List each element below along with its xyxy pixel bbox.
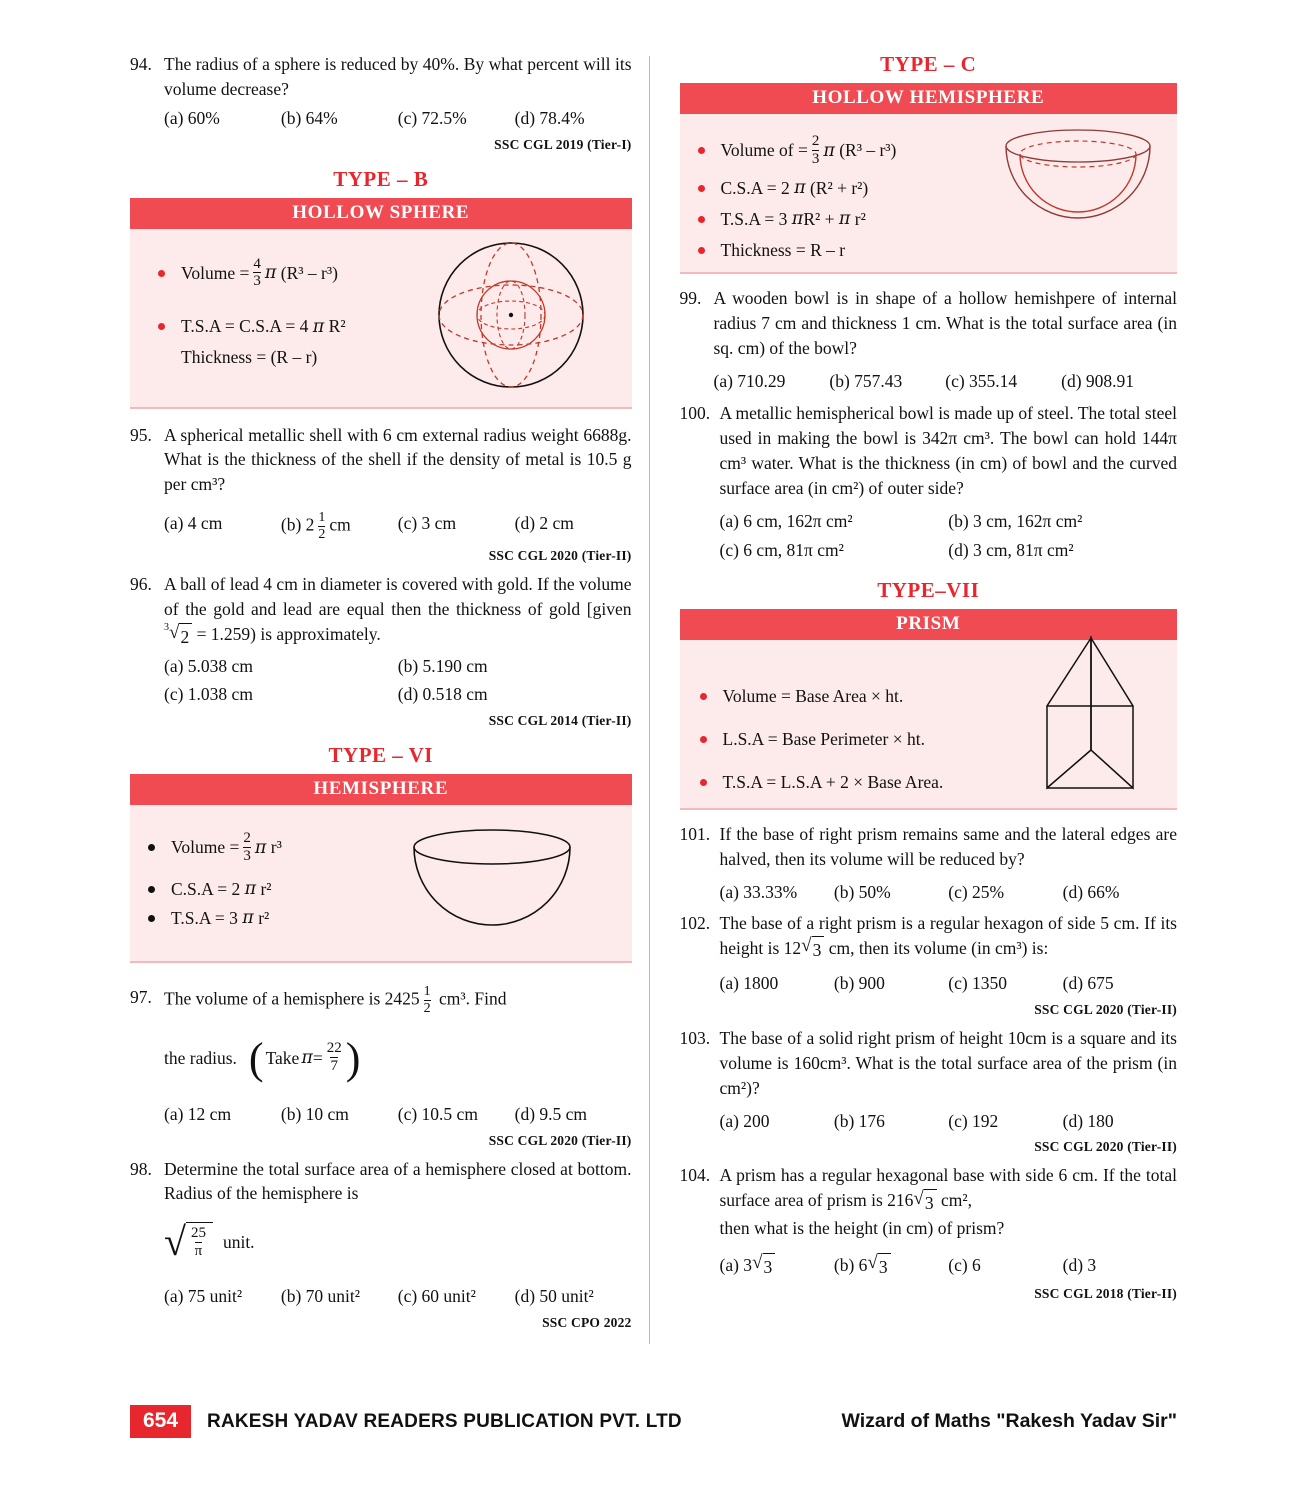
question-number: 103. [679,1028,711,1049]
bullet-icon [700,779,707,786]
options-row [720,971,1178,996]
question-text: Determine the total surface area of a hemisphere closed at bottom. Radius of the hemisphere is [164,1158,632,1204]
option-c[interactable]: (c) 72.5% [397,107,467,128]
options-row [714,369,1178,394]
option-c[interactable]: (c) 10.5 cm [397,1103,478,1124]
publisher-name: RAKESH YADAV READERS PUBLICATION PVT. LTD [207,1410,682,1432]
fraction-4-3: $\frac{4}{3}$ [253,255,261,290]
question-number: 100. [679,403,711,424]
options-row-2 [164,682,632,707]
type-b-title: TYPE – B [333,166,429,191]
option-c[interactable]: (c) 192 [948,1110,999,1131]
options-row [164,1102,632,1127]
option-a[interactable]: (a) 3 √ 3 [720,1253,834,1280]
options-row [720,1109,1178,1134]
option-c[interactable]: (c) 25% [948,882,1005,903]
option-c[interactable]: (c) 3 cm [397,513,457,534]
prism-figure [1033,628,1153,813]
options-row-1 [164,654,632,679]
bullet-icon [700,736,707,743]
question-number: 97. [130,987,152,1008]
question-number: 98. [130,1158,152,1179]
sqrt-25-over-pi: √ $\frac{25}{\pi}$ [164,1222,213,1262]
fraction-1-2: $\frac{1}{2}$ [423,984,431,1016]
formula-csa: C.S.A = 2 π r² [148,879,622,900]
hollow-sphere-figure [416,235,606,400]
formula-tsa: T.S.A = 3 π R² + π r² [698,209,1168,230]
option-d[interactable]: (d) 50 unit² [514,1286,594,1307]
type-vi-title: TYPE – VI [328,743,433,768]
page-number: 654 [130,1405,191,1438]
option-b[interactable]: (b) 176 [833,1110,885,1131]
question-number: 99. [679,288,702,308]
hollow-sphere-formula-box [130,229,632,409]
option-b[interactable]: (b) 50% [833,882,891,903]
question-103 [680,1026,1178,1133]
page-footer [0,1405,1295,1438]
prism-formula-box [680,640,1178,810]
option-c[interactable]: (c) 6 cm, 81π cm² [719,539,844,560]
radical-line: √ $\frac{25}{\pi}$ unit. [164,1219,255,1265]
fraction-2-3: $\frac{2}{3}$ [243,830,251,864]
type-vii-band: PRISM [680,609,1178,640]
option-d[interactable]: (d) 66% [1062,882,1120,903]
option-b[interactable]: (b) 64% [280,107,338,128]
option-c[interactable]: (c) 1.038 cm [164,684,253,705]
question-text: The volume of a hemisphere is 2425 $\frac{1}{2}$ cm³. Find [164,984,507,1016]
option-c[interactable]: (c) 1350 [948,973,1008,994]
tagline: Wizard of Maths "Rakesh Yadav Sir" [841,1410,1177,1432]
option-a[interactable]: (a) 710.29 [713,370,786,391]
option-d[interactable]: (d) 3 cm, 81π cm² [948,539,1074,560]
options-row [720,880,1178,905]
question-number: 96. [130,574,152,595]
formula-thickness: Thickness = R – r [698,240,1168,261]
option-a[interactable]: (a) 1800 [719,973,779,994]
source-98: SSC CPO 2022 [542,1315,632,1331]
option-a[interactable]: (a) 33.33% [719,882,798,903]
option-b[interactable]: (b) 3 cm, 162π cm² [948,510,1083,531]
bullet-icon [700,693,707,700]
options-row-1 [720,509,1178,534]
question-text: If the base of right prism remains same and the lateral edges are halved, then its volume will be reduced by? [719,824,1177,870]
option-d[interactable]: (d) 3 [1062,1254,1097,1275]
question-99 [680,286,1178,393]
question-text: The base of a right prism is a regular hexagon of side 5 cm. If its height is 12 √ 3 cm, then its volume (in cm³) is: [720,911,1178,963]
option-a[interactable]: (a) 60% [164,107,220,128]
two-column-layout [130,52,1177,1342]
bullet-icon [698,216,705,223]
option-b[interactable]: (b) 6 √ 3 [834,1253,948,1280]
question-104 [680,1163,1178,1280]
option-b[interactable]: (b) 900 [833,973,885,994]
option-c[interactable]: (c) 60 unit² [397,1286,476,1307]
bullet-icon [698,247,705,254]
options-row [164,1284,632,1309]
source-97: SSC CGL 2020 (Tier-II) [488,1132,632,1148]
right-column [654,52,1178,1342]
option-d[interactable]: (d) 9.5 cm [514,1103,588,1124]
formula-volume: Volume = $\frac{2}{3}$ π r³ [148,831,622,865]
question-text: The radius of a sphere is reduced by 40%. By what percent will its volume decrease? [164,54,632,99]
bullet-icon [698,185,705,192]
bullet-icon [148,844,155,851]
option-d[interactable]: (d) 180 [1062,1110,1114,1131]
question-95 [130,423,632,543]
fraction-2-3: $\frac{2}{3}$ [811,133,820,167]
formula-volume: Volume = $\frac{4}{3}$ π (R³ – r³) [158,257,622,291]
option-c[interactable]: (c) 6 [948,1254,981,1275]
question-98 [130,1157,632,1310]
question-text: A metallic hemispherical bowl is made up of steel. The total steel used in making the bowl is 342π cm³. The bowl can hold 144π cm³ water. What is the thickness (in cm) of bowl and the curved surface area (in cm²) of outer side? [719,403,1177,498]
type-vi-band: HEMISPHERE [130,774,632,805]
take-pi-line: the radius. ( Take π = $\frac{22}{7}$ ) [164,1033,361,1083]
type-c-band: HOLLOW HEMISPHERE [680,83,1178,114]
question-101 [680,822,1178,905]
question-97 [130,985,632,1126]
options-row [164,511,632,542]
bullet-icon [148,915,155,922]
option-a[interactable]: (a) 4 cm [164,513,223,534]
question-number: 94. [130,54,152,74]
question-text: A ball of lead 4 cm in diameter is covered with gold. If the volume of the gold and lead are equal then the thickness of gold [given $^3$ √ 2 = 1.259) is approximately. [164,572,632,649]
option-b[interactable]: (b) 10 cm [280,1103,349,1124]
hemisphere-figure [402,825,582,940]
question-102 [680,911,1178,996]
option-a[interactable]: (a) 5.038 cm [164,655,253,676]
question-text: The base of a solid right prism of height 10cm is a square and its volume is 160cm³. What is the total surface area of the prism (in cm²)? [719,1028,1177,1098]
formula-volume: Volume of = $\frac{2}{3}$ π (R³ – r³) [698,134,1168,168]
question-number: 104. [679,1165,711,1186]
options-row [164,106,632,131]
source-95: SSC CGL 2020 (Tier-II) [488,548,632,564]
question-100 [680,401,1178,562]
option-d[interactable]: (d) 0.518 cm [397,684,488,705]
source-96: SSC CGL 2014 (Tier-II) [488,713,632,729]
option-d[interactable]: (d) 675 [1062,973,1114,994]
hollow-hemisphere-figure [993,122,1163,237]
option-a[interactable]: (a) 12 cm [164,1103,232,1124]
formula-thickness: Thickness = (R – r) [181,347,318,368]
option-b[interactable]: (b) 757.43 [829,370,903,391]
options-row-2 [720,538,1178,563]
type-c-title: TYPE – C [880,52,977,76]
formula-csa: C.S.A = 2 π (R² + r²) [698,178,1168,199]
fraction-22-7: $\frac{22}{7}$ [326,1040,342,1075]
question-number: 102. [679,912,711,933]
formula-volume: Volume = Base Area × ht. [700,686,1168,707]
left-column [130,52,654,1342]
question-number: 101. [679,824,711,845]
option-b[interactable]: (b) 5.190 cm [397,655,488,676]
type-b-band: HOLLOW SPHERE [130,198,632,229]
question-text-cont: then what is the height (in cm) of prism? [719,1217,1005,1238]
fraction-1-2: $\frac{1}{2}$ [318,510,326,542]
formula-lsa: L.S.A = Base Perimeter × ht. [700,729,1168,750]
option-a[interactable]: (a) 75 unit² [164,1286,243,1307]
bullet-icon [698,147,705,154]
question-96 [130,572,632,707]
option-c[interactable]: (c) 355.14 [945,370,1018,391]
source-103: SSC CGL 2020 (Tier-II) [1034,1139,1177,1155]
hemisphere-formula-box [130,805,632,963]
source-94: SSC CGL 2019 (Tier-I) [494,136,632,152]
question-number: 95. [130,424,152,445]
formula-tsa-csa: T.S.A = C.S.A = 4 π R² [158,316,622,337]
option-b[interactable]: (b) 70 unit² [280,1286,361,1307]
question-94 [130,52,632,131]
question-text: A prism has a regular hexagonal base with side 6 cm. If the total surface area of prism is 216 √ 3 cm², [720,1163,1178,1215]
option-d[interactable]: (d) 2 cm [514,513,574,534]
question-text: A spherical metallic shell with 6 cm external radius weight 6688g. What is the thickness of the shell if the density of metal is 10.5 g per cm³? [164,424,632,495]
sqrt-3: √ 3 [801,936,824,963]
option-b[interactable]: (b) 2 $\frac{1}{2}$ cm [280,510,351,542]
sqrt-3: √ 3 [913,1189,936,1216]
option-d[interactable]: (d) 78.4% [514,107,585,128]
hollow-hemisphere-formula-box [680,114,1178,274]
bullet-icon [158,323,165,330]
option-a[interactable]: (a) 6 cm, 162π cm² [719,510,853,531]
options-row [720,1253,1178,1280]
type-vii-title: TYPE–VII [877,578,980,603]
bullet-icon [148,886,155,893]
option-d[interactable]: (d) 908.91 [1061,370,1135,391]
formula-tsa: T.S.A = 3 π r² [148,908,622,929]
option-a[interactable]: (a) 200 [719,1110,770,1131]
question-text: A wooden bowl is in shape of a hollow hemishpere of internal radius 7 cm and thickness 1 cm. What is the total surface area (in sq. cm) of the bowl? [713,288,1177,358]
source-102: SSC CGL 2020 (Tier-II) [1034,1002,1177,1018]
cube-root-2: $^3$ √ 2 [164,623,192,650]
formula-tsa: T.S.A = L.S.A + 2 × Base Area. [700,772,1168,793]
bullet-icon [158,270,165,277]
source-104: SSC CGL 2018 (Tier-II) [1034,1285,1177,1301]
